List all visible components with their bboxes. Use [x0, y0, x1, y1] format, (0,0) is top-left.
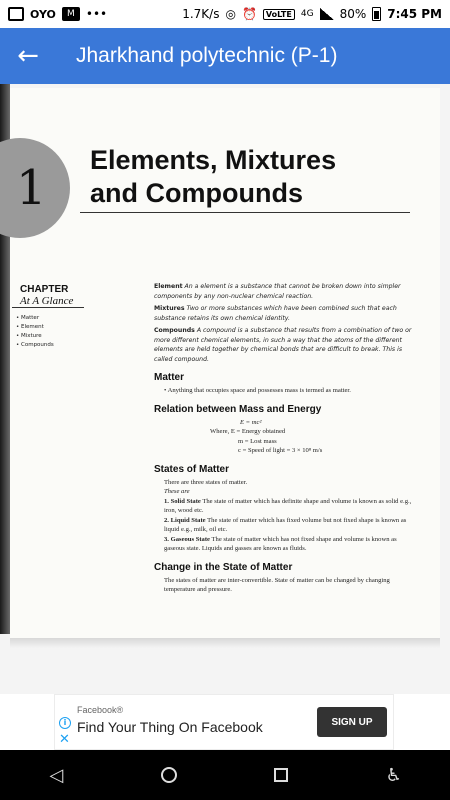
glance-heading: CHAPTER — [20, 284, 69, 295]
document-viewer[interactable] — [0, 84, 450, 694]
section-heading-change: Change in the State of Matter — [154, 561, 293, 573]
definition-compounds: Compounds A compound is a substance that results from a combination of two or more different chemical elements, in such a way that the atoms of the different elements are held together by chemical bonds that are difficult to break. This is called compound. — [154, 327, 412, 363]
page-title: Jharkhand polytechnic (P-1) — [76, 44, 338, 67]
glance-list — [12, 314, 92, 350]
status-right — [182, 7, 442, 21]
ad-signup-button[interactable]: SIGN UP — [317, 707, 387, 737]
chapter-at-a-glance — [12, 284, 92, 350]
page-bottom-shadow — [10, 638, 440, 648]
glance-item: • Compounds — [16, 342, 54, 348]
chapter-title-line2: and Compounds — [90, 178, 303, 208]
glance-item: • Mixture — [16, 333, 42, 339]
section-heading-matter: Matter — [154, 372, 185, 383]
section-heading-relation: Relation between Mass and Energy — [154, 403, 322, 415]
glance-subheading: At A Glance — [12, 295, 84, 308]
gmail-icon: M — [62, 7, 80, 21]
battery-percent: 80% — [339, 7, 367, 21]
alarm-icon: ⏰ — [241, 7, 257, 21]
arrow-back-icon: ← — [17, 41, 39, 71]
definition-element: Element An a element is a substance that cannot be broken down into simpler components by any non-nuclear chemical reaction. — [154, 283, 401, 300]
state-item: 3. Gaseous State The state of matter which has not fixed shape and volume is known as gaseous state. Liquids and gasses are known as fluids. — [164, 535, 397, 552]
system-nav-bar — [0, 750, 450, 800]
volte-badge: VoLTE — [263, 9, 295, 20]
title-divider — [80, 212, 410, 213]
network-type: 4G — [300, 9, 314, 19]
equation-where: Where, E = Energy obtained — [210, 428, 286, 435]
accessibility-button[interactable] — [374, 755, 414, 795]
equation: E = mc² — [240, 418, 262, 426]
nav-back-icon: ◁ — [49, 764, 64, 786]
accessibility-icon: ♿ — [385, 764, 402, 786]
clock: 7:45 PM — [387, 7, 442, 21]
notification-doc-icon — [8, 7, 24, 21]
status-bar — [0, 0, 450, 28]
chapter-title — [90, 144, 336, 210]
signal-icon — [320, 8, 334, 20]
ad-source: Facebook® — [77, 705, 124, 715]
carrier-icon-label: OYO — [30, 7, 56, 21]
definition-mixtures: Mixtures Two or more substances which have been combined such that each substance retains its own chemical identity. — [154, 305, 397, 322]
hotspot-icon: ◎ — [225, 7, 236, 21]
chapter-title-line1: Elements, Mixtures — [90, 145, 337, 175]
equation-line: c = Speed of light = 3 × 10⁸ m/s — [238, 447, 323, 454]
status-left — [8, 7, 107, 21]
nav-home-button[interactable] — [149, 755, 189, 795]
ad-banner[interactable] — [54, 694, 394, 750]
page-body — [154, 282, 412, 595]
states-intro: There are three states of matter. — [164, 478, 248, 486]
app-bar — [0, 28, 450, 84]
state-item: 1. Solid State The state of matter which has definite shape and volume is known as solid e.g., iron, wood etc. — [164, 497, 412, 514]
equation-line: m = Lost mass — [238, 437, 277, 445]
change-text: The states of matter are inter-convertible. State of matter can be changed by changing temperature and pressure. — [164, 576, 390, 593]
book-page — [10, 88, 440, 638]
nav-home-icon — [161, 767, 177, 783]
nav-recents-icon — [274, 768, 288, 782]
nav-recents-button[interactable] — [261, 755, 301, 795]
more-icon: ••• — [85, 7, 108, 21]
nav-back-button[interactable] — [36, 755, 76, 795]
ad-info-icon[interactable]: i — [59, 717, 71, 729]
section-heading-states: States of Matter — [154, 463, 230, 475]
ad-headline[interactable]: Find Your Thing On Facebook — [77, 719, 263, 735]
glance-item: • Element — [16, 324, 44, 330]
glance-item: • Matter — [16, 315, 40, 321]
chapter-number: 1 — [16, 160, 47, 216]
battery-icon — [372, 7, 381, 21]
ad-close-icon[interactable]: ✕ — [59, 732, 70, 747]
network-speed: 1.7K/s — [182, 7, 220, 21]
state-item: 2. Liquid State The state of matter which has fixed volume but not fixed shape is known as liquid e.g., milk, oil etc. — [164, 516, 407, 533]
matter-bullet: • Anything that occupies space and possesses mass is termed as matter. — [164, 387, 351, 394]
states-intro2: These are — [164, 488, 190, 495]
back-button[interactable] — [0, 28, 56, 84]
